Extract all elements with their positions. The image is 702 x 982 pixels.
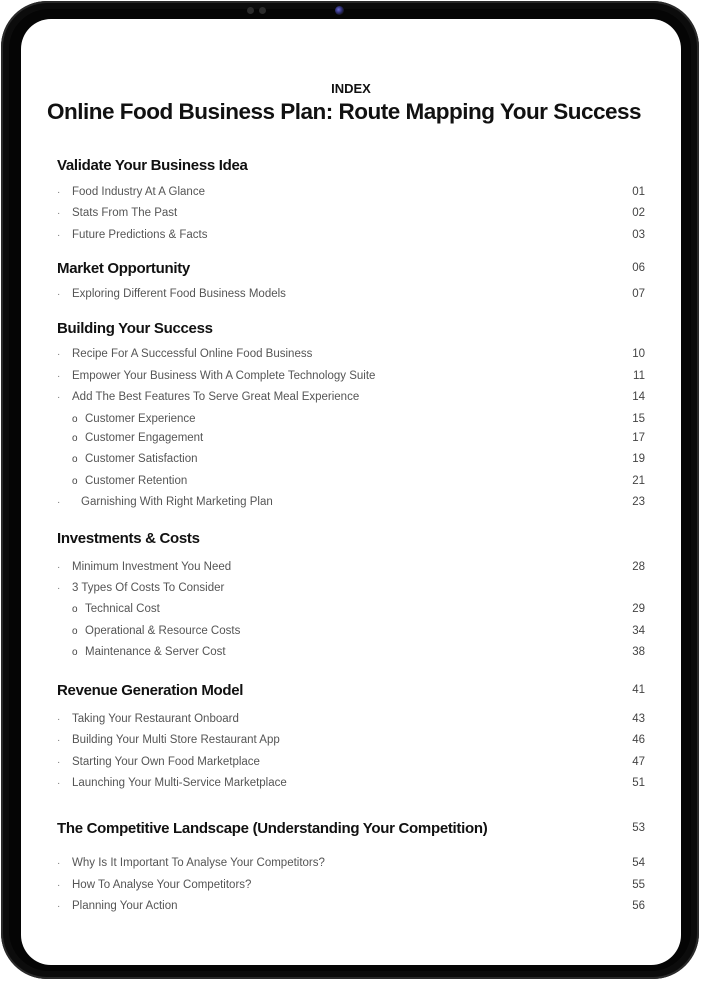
toc-label: Food Industry At A Glance bbox=[72, 186, 205, 198]
sensor-dot-icon bbox=[247, 7, 254, 14]
dot-bullet-icon: · bbox=[57, 582, 61, 594]
toc-label: Add The Best Features To Serve Great Meal Experience bbox=[72, 391, 360, 403]
toc-page-number: 19 bbox=[632, 453, 645, 465]
toc-label: Customer Engagement bbox=[85, 432, 204, 444]
dot-bullet-icon: · bbox=[57, 348, 61, 360]
toc-entry-text bbox=[57, 157, 248, 174]
dot-bullet-icon: · bbox=[57, 207, 61, 219]
sensor-dot-icon bbox=[259, 7, 266, 14]
toc-entry-text bbox=[57, 453, 198, 465]
toc-entry-text bbox=[57, 229, 208, 241]
toc-item[interactable] bbox=[57, 492, 645, 512]
toc-entry-text bbox=[57, 857, 325, 869]
toc-entry-text bbox=[57, 582, 224, 594]
table-of-contents bbox=[21, 19, 681, 965]
dot-bullet-icon: · bbox=[57, 777, 61, 789]
toc-entry-text bbox=[57, 682, 243, 699]
toc-entry-text bbox=[57, 432, 203, 444]
toc-subitem[interactable] bbox=[57, 449, 645, 469]
toc-item[interactable] bbox=[57, 344, 645, 364]
dot-bullet-icon: · bbox=[57, 857, 61, 869]
toc-label: Taking Your Restaurant Onboard bbox=[72, 713, 239, 725]
toc-label: Empower Your Business With A Complete Technology Suite bbox=[72, 370, 376, 382]
toc-item[interactable] bbox=[57, 578, 645, 598]
index-heading: INDEX bbox=[331, 81, 371, 96]
toc-entry-text bbox=[57, 475, 187, 487]
toc-label: Building Your Multi Store Restaurant App bbox=[72, 734, 280, 746]
toc-page-number: 51 bbox=[632, 777, 645, 789]
dot-bullet-icon: · bbox=[57, 496, 61, 508]
tablet-frame bbox=[1, 1, 699, 979]
toc-entry-text bbox=[57, 603, 160, 615]
toc-page-number: 15 bbox=[632, 413, 645, 425]
toc-page-number: 06 bbox=[632, 262, 645, 274]
dot-bullet-icon: · bbox=[57, 879, 61, 891]
toc-page-number: 43 bbox=[632, 713, 645, 725]
dot-bullet-icon: · bbox=[57, 561, 61, 573]
toc-entry-text bbox=[57, 820, 487, 837]
toc-label: Investments & Costs bbox=[57, 529, 200, 547]
toc-item[interactable] bbox=[57, 752, 645, 772]
circle-bullet-icon: o bbox=[72, 625, 78, 637]
toc-subitem[interactable] bbox=[57, 428, 645, 448]
circle-bullet-icon: o bbox=[72, 603, 78, 615]
toc-section[interactable] bbox=[57, 528, 645, 548]
toc-entry-text bbox=[57, 348, 312, 360]
toc-entry-text bbox=[57, 288, 286, 300]
toc-entry-text bbox=[57, 646, 226, 658]
toc-entry-text bbox=[57, 713, 239, 725]
toc-label: How To Analyse Your Competitors? bbox=[72, 879, 252, 891]
toc-page-number: 29 bbox=[632, 603, 645, 615]
toc-label: Customer Satisfaction bbox=[85, 453, 198, 465]
toc-page-number: 41 bbox=[632, 684, 645, 696]
toc-item[interactable] bbox=[57, 387, 645, 407]
dot-bullet-icon: · bbox=[57, 391, 61, 403]
toc-label: Launching Your Multi-Service Marketplace bbox=[72, 777, 287, 789]
circle-bullet-icon: o bbox=[72, 646, 78, 658]
toc-item[interactable] bbox=[57, 853, 645, 873]
toc-label: Maintenance & Server Cost bbox=[85, 646, 226, 658]
toc-label: Planning Your Action bbox=[72, 900, 178, 912]
toc-entry-text bbox=[57, 734, 280, 746]
dot-bullet-icon: · bbox=[57, 186, 61, 198]
toc-page-number: 14 bbox=[632, 391, 645, 403]
toc-item[interactable] bbox=[57, 730, 645, 750]
toc-item[interactable] bbox=[57, 225, 645, 245]
toc-section[interactable] bbox=[57, 155, 645, 175]
toc-page-number: 34 bbox=[632, 625, 645, 637]
toc-entry-text bbox=[57, 561, 231, 573]
toc-page-number: 01 bbox=[632, 186, 645, 198]
toc-subitem[interactable] bbox=[57, 409, 645, 429]
toc-page-number: 23 bbox=[632, 496, 645, 508]
toc-subitem[interactable] bbox=[57, 599, 645, 619]
toc-section[interactable] bbox=[57, 318, 645, 338]
toc-entry-text bbox=[57, 260, 190, 277]
toc-entry-text bbox=[57, 391, 359, 403]
toc-label: Starting Your Own Food Marketplace bbox=[72, 756, 260, 768]
page-title: Online Food Business Plan: Route Mapping Your Success bbox=[47, 99, 642, 124]
toc-label: Technical Cost bbox=[85, 603, 160, 615]
toc-item[interactable] bbox=[57, 284, 645, 304]
toc-label: Customer Retention bbox=[85, 475, 188, 487]
toc-page-number: 10 bbox=[632, 348, 645, 360]
toc-item[interactable] bbox=[57, 182, 645, 202]
dot-bullet-icon: · bbox=[57, 756, 61, 768]
dot-bullet-icon: · bbox=[57, 288, 61, 300]
circle-bullet-icon: o bbox=[72, 475, 78, 487]
toc-page-number: 17 bbox=[632, 432, 645, 444]
toc-label: Minimum Investment You Need bbox=[72, 561, 232, 573]
toc-label: The Competitive Landscape (Understanding Your Competition) bbox=[57, 819, 488, 837]
circle-bullet-icon: o bbox=[72, 432, 78, 444]
toc-page-number: 46 bbox=[632, 734, 645, 746]
camera-icon bbox=[335, 6, 344, 15]
toc-entry-text bbox=[57, 530, 200, 547]
toc-page-number: 53 bbox=[632, 822, 645, 834]
toc-entry-text bbox=[57, 207, 177, 219]
toc-item[interactable] bbox=[57, 875, 645, 895]
toc-page-number: 38 bbox=[632, 646, 645, 658]
toc-label: Garnishing With Right Marketing Plan bbox=[81, 496, 273, 508]
toc-page-number: 55 bbox=[632, 879, 645, 891]
toc-label: Recipe For A Successful Online Food Business bbox=[72, 348, 313, 360]
toc-section[interactable] bbox=[57, 258, 645, 278]
toc-page-number: 11 bbox=[633, 370, 645, 382]
toc-subitem[interactable] bbox=[57, 621, 645, 641]
toc-section[interactable] bbox=[57, 818, 645, 838]
toc-label: Building Your Success bbox=[57, 319, 213, 337]
toc-item[interactable] bbox=[57, 709, 645, 729]
toc-label: Why Is It Important To Analyse Your Competitors? bbox=[72, 857, 325, 869]
toc-item[interactable] bbox=[57, 896, 645, 916]
toc-entry-text bbox=[57, 320, 213, 337]
toc-label: Customer Experience bbox=[85, 413, 196, 425]
toc-label: Market Opportunity bbox=[57, 259, 190, 277]
toc-entry-text bbox=[57, 900, 178, 912]
circle-bullet-icon: o bbox=[72, 413, 78, 425]
dot-bullet-icon: · bbox=[57, 713, 61, 725]
toc-page-number: 54 bbox=[632, 857, 645, 869]
toc-label: Revenue Generation Model bbox=[57, 681, 244, 699]
toc-subitem[interactable] bbox=[57, 471, 645, 491]
toc-page-number: 56 bbox=[632, 900, 645, 912]
dot-bullet-icon: · bbox=[57, 734, 61, 746]
toc-item[interactable] bbox=[57, 773, 645, 793]
toc-item[interactable] bbox=[57, 366, 645, 386]
dot-bullet-icon: · bbox=[57, 370, 61, 382]
toc-section[interactable] bbox=[57, 680, 645, 700]
toc-page-number: 28 bbox=[632, 561, 645, 573]
toc-page-number: 07 bbox=[632, 288, 645, 300]
toc-entry-text bbox=[57, 879, 251, 891]
toc-entry-text bbox=[57, 777, 287, 789]
toc-page-number: 02 bbox=[632, 207, 645, 219]
toc-entry-text bbox=[57, 413, 196, 425]
toc-label: 3 Types Of Costs To Consider bbox=[72, 582, 225, 594]
toc-subitem[interactable] bbox=[57, 642, 645, 662]
toc-label: Exploring Different Food Business Models bbox=[72, 288, 286, 300]
toc-label: Validate Your Business Idea bbox=[57, 156, 248, 174]
toc-entry-text bbox=[57, 370, 375, 382]
toc-entry-text bbox=[57, 625, 240, 637]
circle-bullet-icon: o bbox=[72, 453, 78, 465]
toc-entry-text bbox=[57, 186, 205, 198]
toc-page-number: 21 bbox=[632, 475, 645, 487]
toc-item[interactable] bbox=[57, 203, 645, 223]
toc-entry-text bbox=[57, 756, 260, 768]
dot-bullet-icon: · bbox=[57, 229, 61, 241]
toc-item[interactable] bbox=[57, 557, 645, 577]
document-page bbox=[21, 19, 681, 965]
toc-page-number: 47 bbox=[632, 756, 645, 768]
toc-label: Stats From The Past bbox=[72, 207, 178, 219]
toc-label: Operational & Resource Costs bbox=[85, 625, 241, 637]
toc-entry-text bbox=[57, 496, 273, 508]
toc-label: Future Predictions & Facts bbox=[72, 229, 208, 241]
toc-page-number: 03 bbox=[632, 229, 645, 241]
dot-bullet-icon: · bbox=[57, 900, 61, 912]
